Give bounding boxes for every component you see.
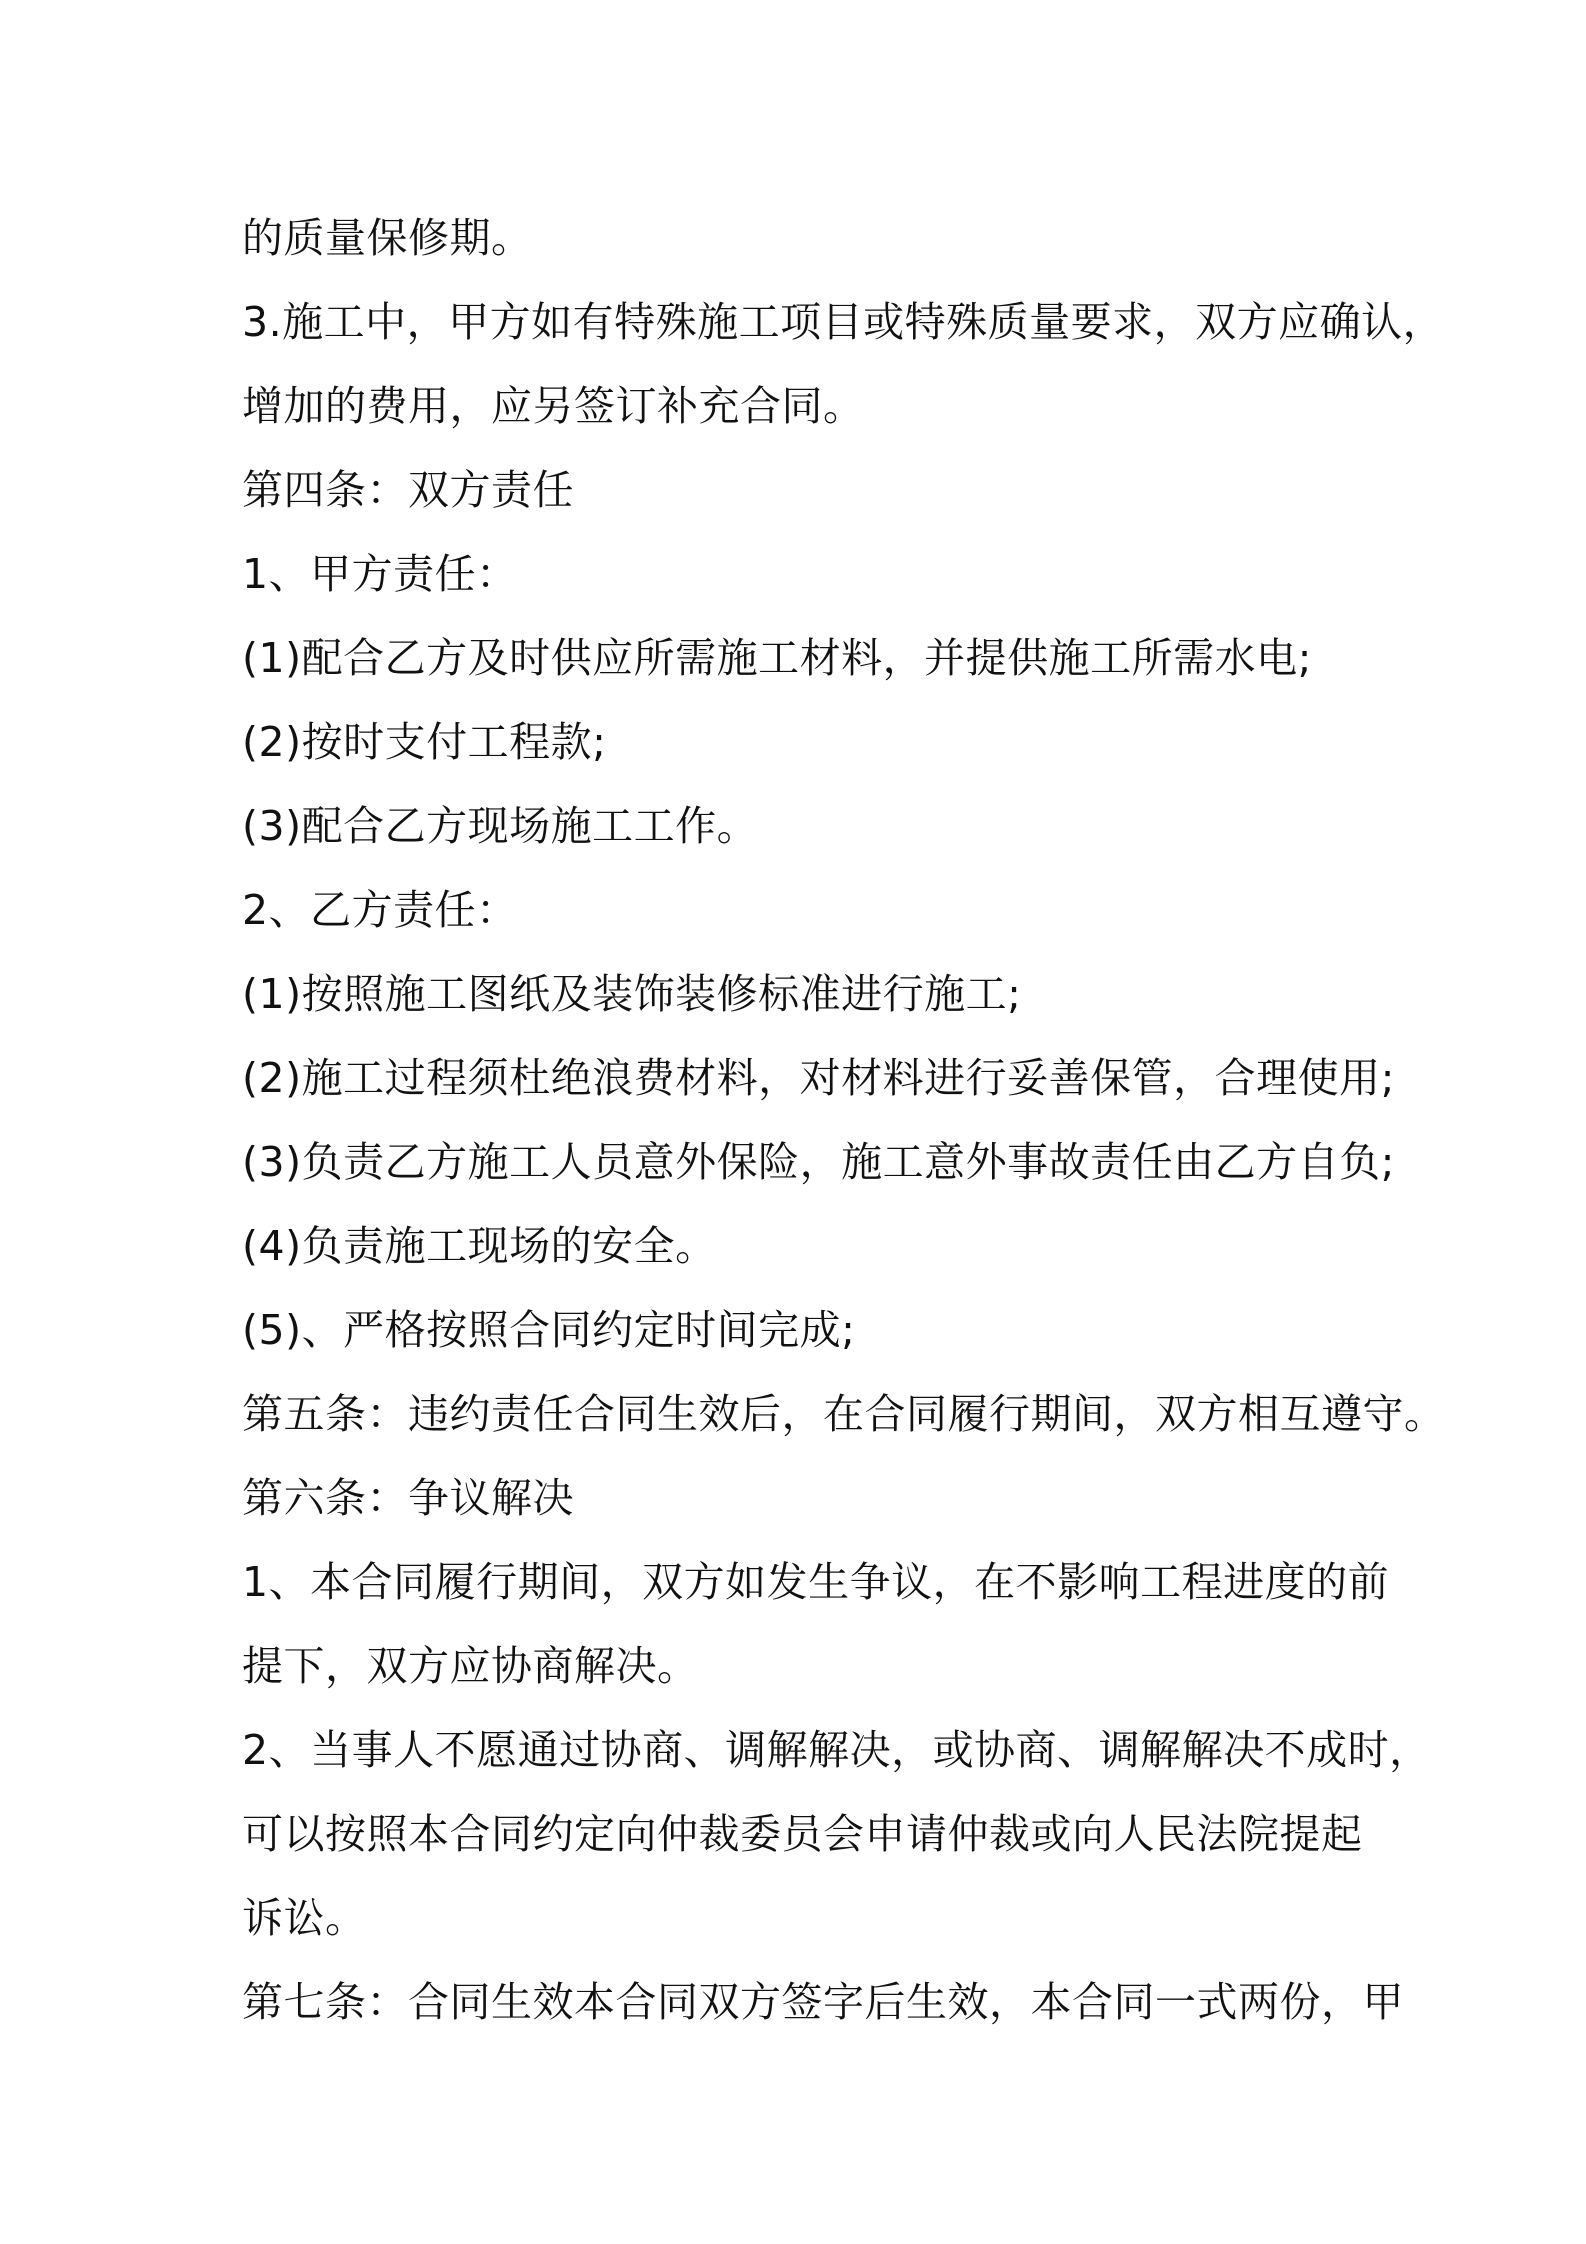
list-item: (2)按时支付工程款;: [242, 718, 607, 766]
text-line: 可以按照本合同约定向仲裁委员会申请仲裁或向人民法院提起: [242, 1810, 1363, 1858]
section-heading: 第四条：双方责任: [242, 466, 574, 514]
text-line: 提下，双方应协商解决。: [242, 1642, 699, 1690]
subsection-heading: 1、甲方责任：: [242, 550, 518, 598]
text-line: 增加的费用，应另签订补充合同。: [242, 382, 865, 430]
section-heading: 第七条：合同生效本合同双方签字后生效，本合同一式两份，甲: [242, 1978, 1404, 2026]
text-line: 诉讼。: [242, 1894, 367, 1942]
list-item: (2)施工过程须杜绝浪费材料，对材料进行妥善保管，合理使用;: [242, 1054, 1395, 1102]
section-heading: 第六条：争议解决: [242, 1474, 574, 1522]
text-line: 1、本合同履行期间，双方如发生争议，在不影响工程进度的前: [242, 1558, 1390, 1606]
list-item: (5)、严格按照合同约定时间完成;: [242, 1306, 856, 1354]
list-item: (3)负责乙方施工人员意外保险，施工意外事故责任由乙方自负;: [242, 1138, 1395, 1186]
list-item: (1)配合乙方及时供应所需施工材料，并提供施工所需水电;: [242, 634, 1312, 682]
section-heading: 第五条：违约责任合同生效后，在合同履行期间，双方相互遵守。: [242, 1390, 1446, 1438]
subsection-heading: 2、乙方责任：: [242, 886, 518, 934]
list-item: (3)配合乙方现场施工工作。: [242, 802, 759, 850]
list-item: (1)按照施工图纸及装饰装修标准进行施工;: [242, 970, 1022, 1018]
text-line: 3.施工中，甲方如有特殊施工项目或特殊质量要求，双方应确认，: [242, 298, 1445, 346]
text-line: 的质量保修期。: [242, 214, 533, 262]
document-body: [242, 196, 1446, 2044]
list-item: (4)负责施工现场的安全。: [242, 1222, 717, 1270]
text-line: 2、当事人不愿通过协商、调解解决，或协商、调解解决不成时，: [242, 1726, 1431, 1774]
